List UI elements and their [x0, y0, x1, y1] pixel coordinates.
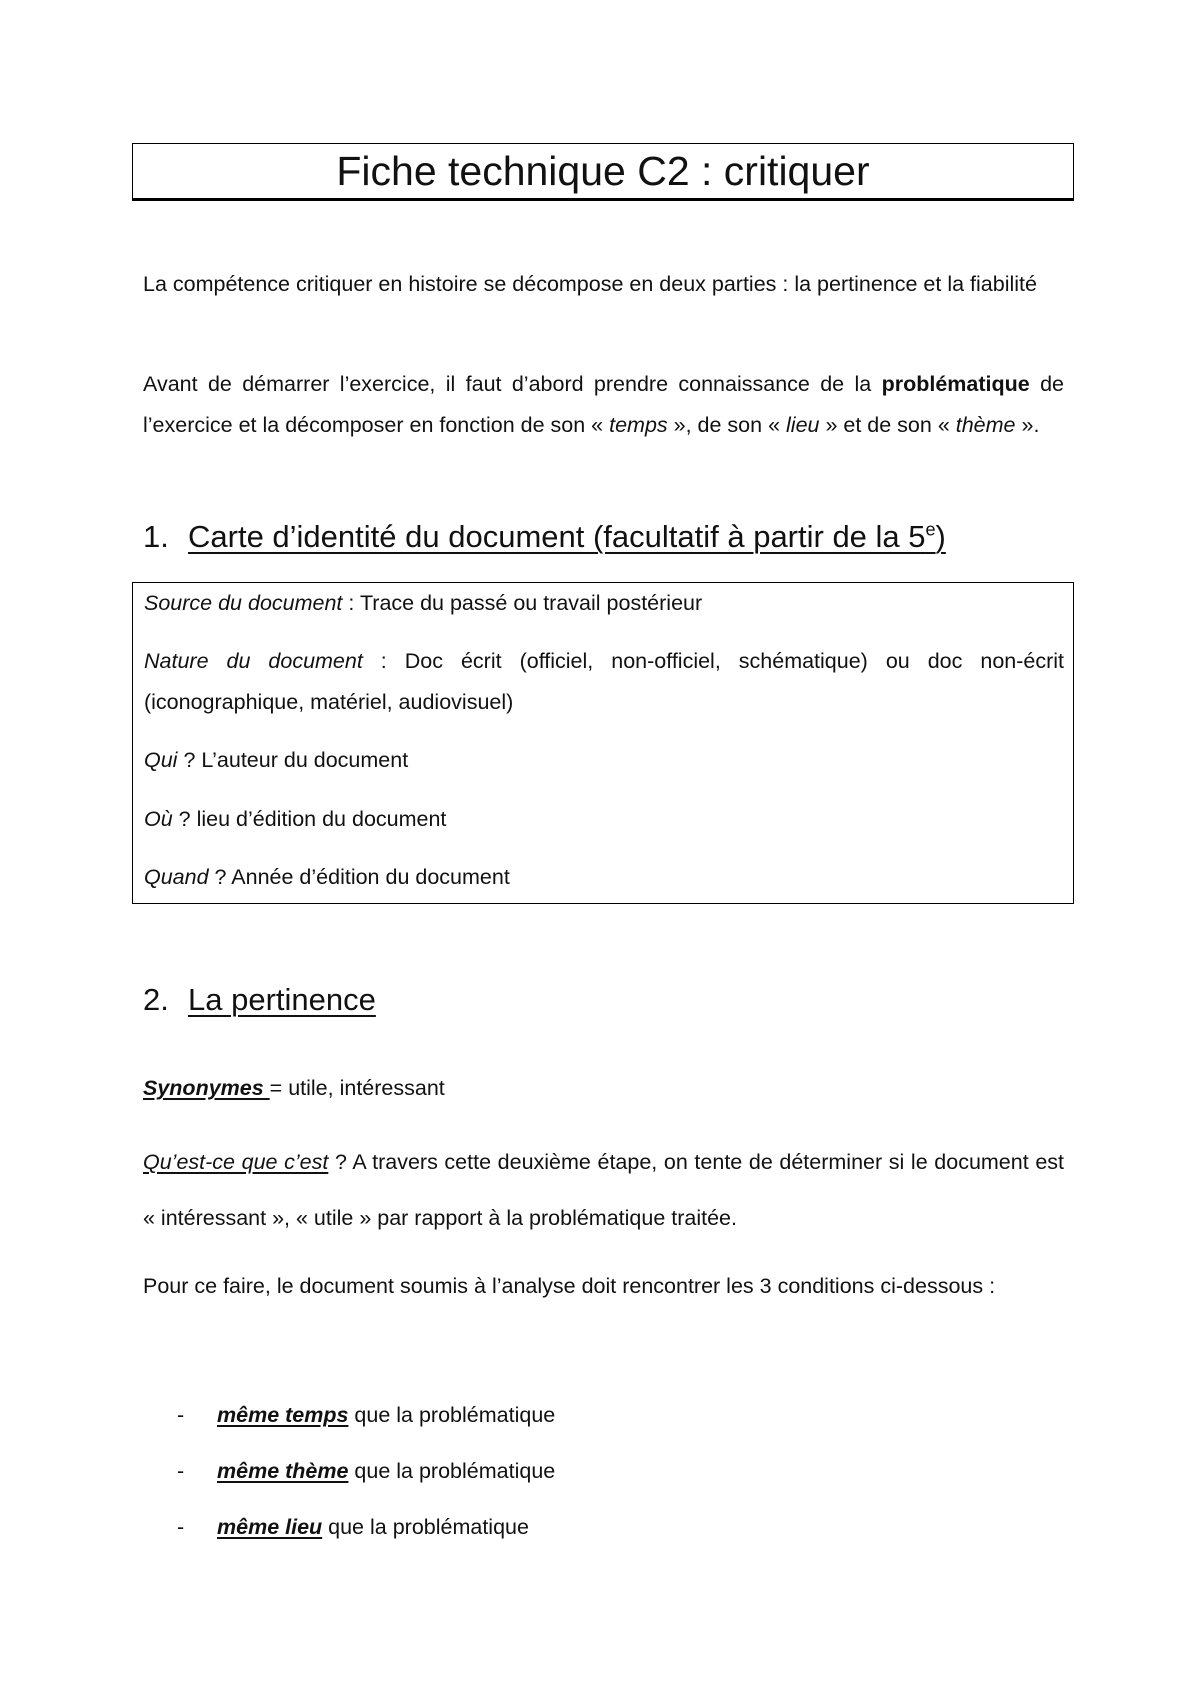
temps-term: temps: [609, 413, 668, 437]
list-item: - même temps que la problématique: [177, 1403, 556, 1427]
problematique-paragraph: Avant de démarrer l’exercice, il faut d’abord prendre connaissance de la problématique de l’exercice et la décomposer en fonction de son « temps », de son « lieu » et de son « thème ».: [143, 372, 1065, 437]
identity-row-nature: Nature du document : Doc écrit (officiel, non-officiel, schématique) ou doc non-écrit (iconographique, matériel, audiovisuel): [144, 649, 1065, 714]
identity-card-box: [132, 582, 1074, 904]
identity-row-source: Source du document : Trace du passé ou travail postérieur: [144, 591, 703, 615]
section1-title: Carte d’identité du document (facultatif à partir de la 5: [188, 519, 926, 555]
conditions-paragraph: Pour ce faire, le document soumis à l’analyse doit rencontrer les 3 conditions ci-dessous :: [143, 1274, 996, 1298]
problematique-term: problématique: [881, 372, 1030, 396]
question-label: Qu’est-ce que c’est: [143, 1150, 329, 1174]
intro-paragraph: La compétence critiquer en histoire se décompose en deux parties : la pertinence et la fiabilité: [143, 272, 1037, 296]
document-title: Fiche technique C2 : critiquer: [132, 143, 1074, 201]
section2-heading: [143, 980, 376, 1020]
list-item: - même lieu que la problématique: [177, 1515, 529, 1539]
identity-row-ou: Où ? lieu d’édition du document: [144, 807, 447, 831]
list-item: - même thème que la problématique: [177, 1459, 556, 1483]
section2-number: 2.: [143, 982, 169, 1017]
section2-title: La pertinence: [188, 982, 376, 1017]
theme-term: thème: [955, 413, 1016, 437]
question-paragraph: Qu’est-ce que c’est ? A travers cette deuxième étape, on tente de déterminer si le document est « intéressant », « utile » par rapport à la problématique traitée.: [143, 1150, 1064, 1230]
synonymes-line: Synonymes = utile, intéressant: [143, 1076, 445, 1100]
identity-row-qui: Qui ? L’auteur du document: [144, 748, 409, 772]
section1-heading: 1. Carte d’identité du document (facultatif à partir de la 5e): [143, 510, 946, 557]
section1-number: 1.: [143, 519, 169, 555]
lieu-term: lieu: [786, 413, 820, 437]
synonymes-label: Synonymes: [143, 1076, 270, 1100]
identity-row-quand: Quand ? Année d’édition du document: [144, 865, 510, 889]
